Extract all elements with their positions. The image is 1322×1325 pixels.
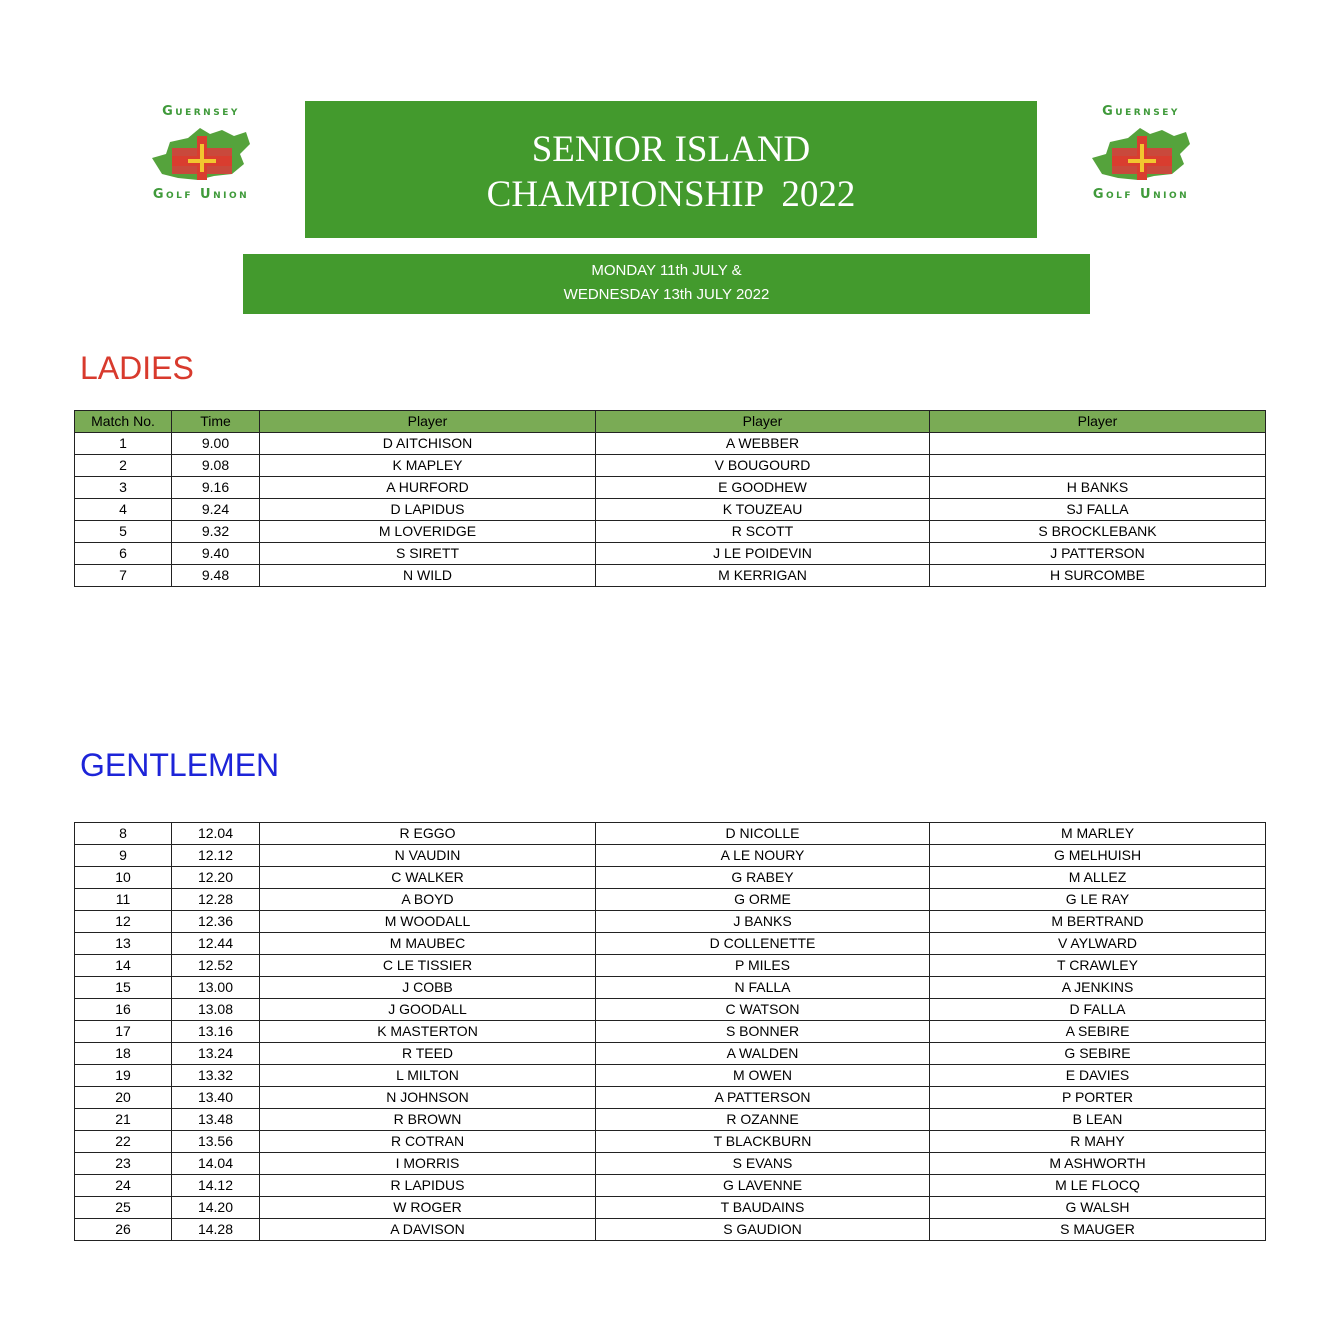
date-line-2: WEDNESDAY 13th JULY 2022 [563, 286, 770, 303]
player-3-cell: A SEBIRE [930, 1021, 1266, 1043]
match-no-cell: 14 [75, 955, 172, 977]
match-no-cell: 26 [75, 1219, 172, 1241]
player-1-cell: M MAUBEC [260, 933, 596, 955]
player-1-cell: M WOODALL [260, 911, 596, 933]
logo-bottom-text: Golf Union [1092, 187, 1190, 202]
time-cell: 14.20 [172, 1197, 260, 1219]
player-3-cell: R MAHY [930, 1131, 1266, 1153]
player-2-cell: D COLLENETTE [596, 933, 930, 955]
player-2-cell: M OWEN [596, 1065, 930, 1087]
player-2-cell: G LAVENNE [596, 1175, 930, 1197]
match-no-cell: 6 [75, 543, 172, 565]
player-3-cell: B LEAN [930, 1109, 1266, 1131]
match-no-cell: 9 [75, 845, 172, 867]
table-row [75, 823, 1266, 845]
player-2-cell: K TOUZEAU [596, 499, 930, 521]
match-no-cell: 17 [75, 1021, 172, 1043]
table-row [75, 521, 1266, 543]
player-2-cell: A PATTERSON [596, 1087, 930, 1109]
match-no-cell: 10 [75, 867, 172, 889]
guernsey-golf-union-logo-right [1066, 100, 1216, 210]
time-cell: 9.08 [172, 455, 260, 477]
player-3-cell: G MELHUISH [930, 845, 1266, 867]
time-cell: 13.24 [172, 1043, 260, 1065]
match-no-cell: 20 [75, 1087, 172, 1109]
player-1-cell: I MORRIS [260, 1153, 596, 1175]
guernsey-golf-union-logo-left [126, 100, 276, 210]
time-cell: 9.00 [172, 433, 260, 455]
player-1-cell: D AITCHISON [260, 433, 596, 455]
gentlemen-heading: GENTLEMEN [80, 747, 280, 783]
player-3-cell [930, 433, 1266, 455]
time-cell: 9.48 [172, 565, 260, 587]
time-cell: 12.36 [172, 911, 260, 933]
player-2-cell: T BLACKBURN [596, 1131, 930, 1153]
dates-banner [243, 254, 1090, 314]
time-cell: 12.20 [172, 867, 260, 889]
player-1-cell: A BOYD [260, 889, 596, 911]
table-row [75, 1219, 1266, 1241]
table-row [75, 1109, 1266, 1131]
match-no-cell: 8 [75, 823, 172, 845]
match-no-cell: 12 [75, 911, 172, 933]
player-1-cell: N JOHNSON [260, 1087, 596, 1109]
time-cell: 14.28 [172, 1219, 260, 1241]
table-row [75, 455, 1266, 477]
table-row [75, 1021, 1266, 1043]
match-no-cell: 7 [75, 565, 172, 587]
table-header-row [75, 411, 1266, 433]
player-1-cell: R COTRAN [260, 1131, 596, 1153]
header-match-no: Match No. [75, 411, 172, 433]
match-no-cell: 25 [75, 1197, 172, 1219]
time-cell: 12.28 [172, 889, 260, 911]
table-row [75, 845, 1266, 867]
logo-bottom-text: Golf Union [152, 187, 250, 202]
player-3-cell: H SURCOMBE [930, 565, 1266, 587]
player-2-cell: A WALDEN [596, 1043, 930, 1065]
date-line-1: MONDAY 11th JULY & [591, 262, 742, 279]
player-1-cell: K MAPLEY [260, 455, 596, 477]
player-3-cell: G LE RAY [930, 889, 1266, 911]
player-2-cell: M KERRIGAN [596, 565, 930, 587]
time-cell: 12.52 [172, 955, 260, 977]
match-no-cell: 18 [75, 1043, 172, 1065]
time-cell: 13.56 [172, 1131, 260, 1153]
championship-title-banner [305, 101, 1037, 238]
player-3-cell [930, 455, 1266, 477]
title-line-1: SENIOR ISLAND [531, 129, 811, 170]
player-1-cell: M LOVERIDGE [260, 521, 596, 543]
player-3-cell: A JENKINS [930, 977, 1266, 999]
player-3-cell: G WALSH [930, 1197, 1266, 1219]
time-cell: 9.24 [172, 499, 260, 521]
match-no-cell: 21 [75, 1109, 172, 1131]
player-1-cell: J COBB [260, 977, 596, 999]
player-2-cell: G RABEY [596, 867, 930, 889]
logo-top-text: Guernsey [1102, 104, 1180, 119]
match-no-cell: 2 [75, 455, 172, 477]
player-2-cell: R SCOTT [596, 521, 930, 543]
player-2-cell: A LE NOURY [596, 845, 930, 867]
logo-top-text: Guernsey [162, 104, 240, 119]
table-row [75, 1175, 1266, 1197]
player-2-cell: V BOUGOURD [596, 455, 930, 477]
table-row [75, 565, 1266, 587]
time-cell: 13.40 [172, 1087, 260, 1109]
time-cell: 9.16 [172, 477, 260, 499]
player-2-cell: D NICOLLE [596, 823, 930, 845]
time-cell: 9.32 [172, 521, 260, 543]
table-row [75, 499, 1266, 521]
match-no-cell: 11 [75, 889, 172, 911]
guernsey-island-flag-icon [148, 124, 254, 184]
table-row [75, 543, 1266, 565]
player-2-cell: J LE POIDEVIN [596, 543, 930, 565]
player-2-cell: P MILES [596, 955, 930, 977]
match-no-cell: 24 [75, 1175, 172, 1197]
table-row [75, 1087, 1266, 1109]
player-1-cell: R LAPIDUS [260, 1175, 596, 1197]
player-3-cell: P PORTER [930, 1087, 1266, 1109]
ladies-draw-table [74, 410, 1266, 587]
player-1-cell: C LE TISSIER [260, 955, 596, 977]
header-player-3: Player [930, 411, 1266, 433]
guernsey-island-flag-icon [1088, 124, 1194, 184]
player-3-cell: V AYLWARD [930, 933, 1266, 955]
player-3-cell: E DAVIES [930, 1065, 1266, 1087]
player-3-cell: J PATTERSON [930, 543, 1266, 565]
player-1-cell: R BROWN [260, 1109, 596, 1131]
table-row [75, 1043, 1266, 1065]
player-3-cell: G SEBIRE [930, 1043, 1266, 1065]
time-cell: 12.04 [172, 823, 260, 845]
time-cell: 12.12 [172, 845, 260, 867]
player-3-cell: S BROCKLEBANK [930, 521, 1266, 543]
player-2-cell: J BANKS [596, 911, 930, 933]
match-no-cell: 4 [75, 499, 172, 521]
player-1-cell: N WILD [260, 565, 596, 587]
player-3-cell: M MARLEY [930, 823, 1266, 845]
table-row [75, 933, 1266, 955]
player-1-cell: W ROGER [260, 1197, 596, 1219]
time-cell: 9.40 [172, 543, 260, 565]
table-row [75, 955, 1266, 977]
player-3-cell: M BERTRAND [930, 911, 1266, 933]
table-row [75, 433, 1266, 455]
player-1-cell: R TEED [260, 1043, 596, 1065]
player-3-cell: H BANKS [930, 477, 1266, 499]
table-row [75, 999, 1266, 1021]
table-row [75, 477, 1266, 499]
table-row [75, 867, 1266, 889]
player-2-cell: C WATSON [596, 999, 930, 1021]
header-time: Time [172, 411, 260, 433]
player-2-cell: R OZANNE [596, 1109, 930, 1131]
gentlemen-draw-table [74, 822, 1266, 1241]
time-cell: 13.16 [172, 1021, 260, 1043]
match-no-cell: 3 [75, 477, 172, 499]
player-1-cell: A HURFORD [260, 477, 596, 499]
match-no-cell: 22 [75, 1131, 172, 1153]
player-1-cell: C WALKER [260, 867, 596, 889]
title-line-2: CHAMPIONSHIP 2022 [486, 174, 856, 215]
player-2-cell: S EVANS [596, 1153, 930, 1175]
player-1-cell: D LAPIDUS [260, 499, 596, 521]
match-no-cell: 13 [75, 933, 172, 955]
table-row [75, 1131, 1266, 1153]
player-2-cell: T BAUDAINS [596, 1197, 930, 1219]
match-no-cell: 16 [75, 999, 172, 1021]
player-3-cell: M LE FLOCQ [930, 1175, 1266, 1197]
time-cell: 12.44 [172, 933, 260, 955]
player-3-cell: T CRAWLEY [930, 955, 1266, 977]
player-1-cell: N VAUDIN [260, 845, 596, 867]
player-3-cell: D FALLA [930, 999, 1266, 1021]
player-1-cell: K MASTERTON [260, 1021, 596, 1043]
match-no-cell: 5 [75, 521, 172, 543]
player-1-cell: J GOODALL [260, 999, 596, 1021]
match-no-cell: 19 [75, 1065, 172, 1087]
time-cell: 14.04 [172, 1153, 260, 1175]
player-2-cell: S GAUDION [596, 1219, 930, 1241]
player-3-cell: M ALLEZ [930, 867, 1266, 889]
header-player-1: Player [260, 411, 596, 433]
player-3-cell: S MAUGER [930, 1219, 1266, 1241]
table-row [75, 889, 1266, 911]
player-2-cell: G ORME [596, 889, 930, 911]
time-cell: 13.00 [172, 977, 260, 999]
header-player-2: Player [596, 411, 930, 433]
player-3-cell: SJ FALLA [930, 499, 1266, 521]
table-row [75, 911, 1266, 933]
player-2-cell: S BONNER [596, 1021, 930, 1043]
table-row [75, 1197, 1266, 1219]
match-no-cell: 1 [75, 433, 172, 455]
player-2-cell: E GOODHEW [596, 477, 930, 499]
match-no-cell: 15 [75, 977, 172, 999]
player-1-cell: A DAVISON [260, 1219, 596, 1241]
time-cell: 13.08 [172, 999, 260, 1021]
table-row [75, 977, 1266, 999]
time-cell: 13.48 [172, 1109, 260, 1131]
match-no-cell: 23 [75, 1153, 172, 1175]
time-cell: 14.12 [172, 1175, 260, 1197]
player-1-cell: R EGGO [260, 823, 596, 845]
player-3-cell: M ASHWORTH [930, 1153, 1266, 1175]
player-2-cell: N FALLA [596, 977, 930, 999]
player-2-cell: A WEBBER [596, 433, 930, 455]
table-row [75, 1153, 1266, 1175]
time-cell: 13.32 [172, 1065, 260, 1087]
table-row [75, 1065, 1266, 1087]
player-1-cell: S SIRETT [260, 543, 596, 565]
ladies-heading: LADIES [80, 350, 194, 386]
player-1-cell: L MILTON [260, 1065, 596, 1087]
